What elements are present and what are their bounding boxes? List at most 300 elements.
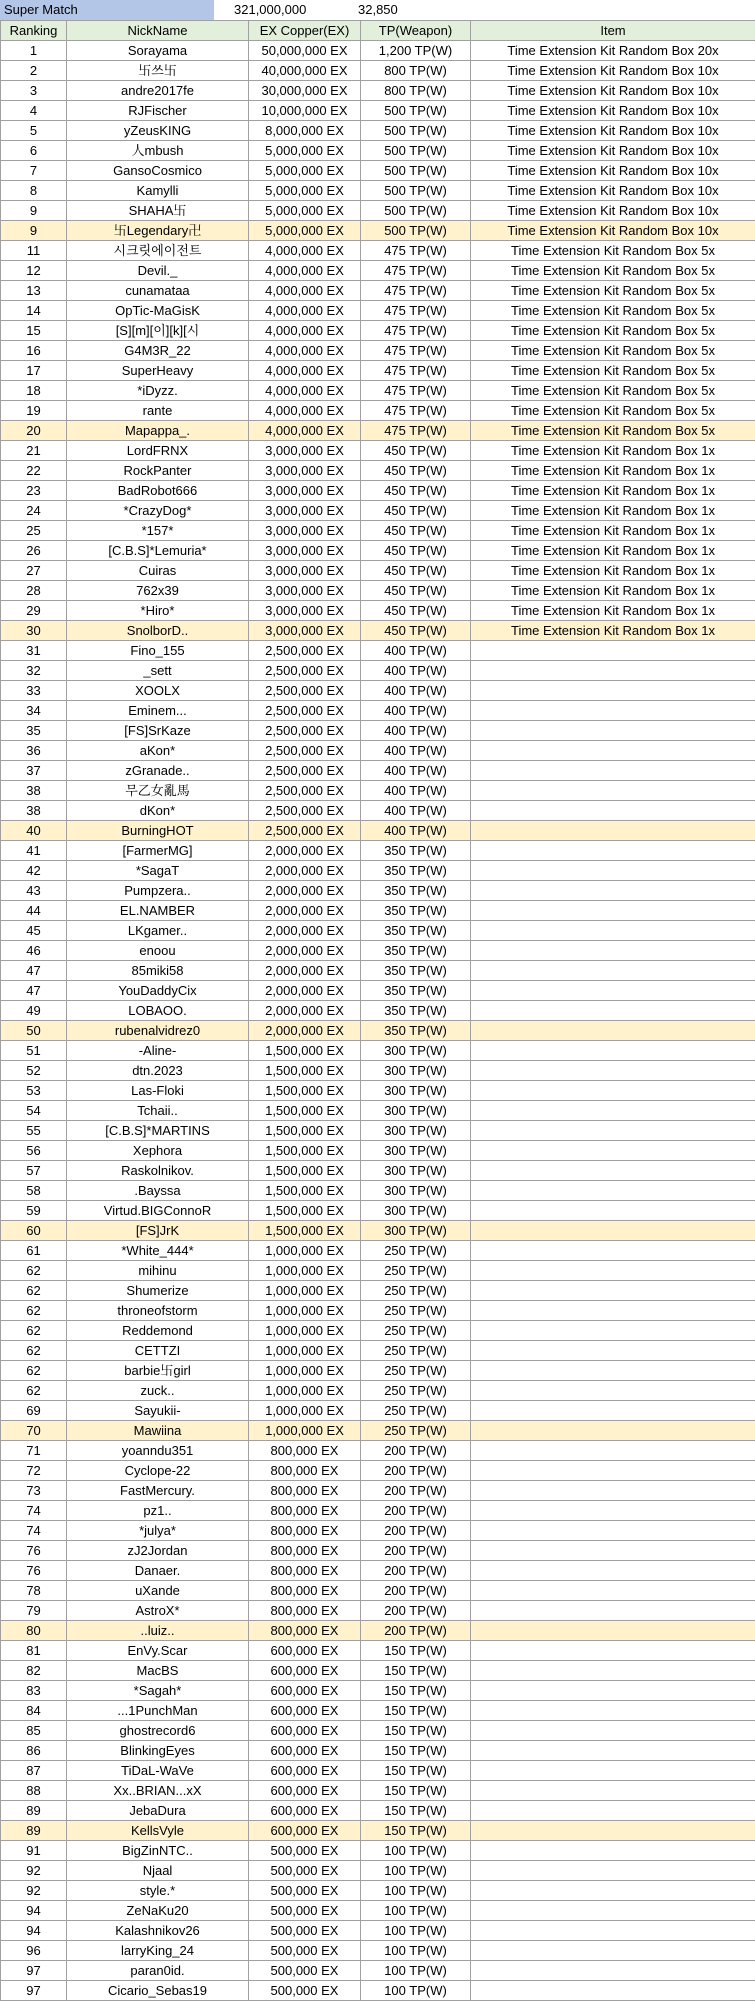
cell-nickname[interactable]: BlinkingEyes — [67, 1741, 249, 1761]
cell-nickname[interactable]: ZeNaKu20 — [67, 1901, 249, 1921]
cell-nickname[interactable]: ghostrecord6 — [67, 1721, 249, 1741]
cell-tp-weapon[interactable]: 150 TP(W) — [361, 1661, 471, 1681]
cell-ranking[interactable]: 14 — [1, 301, 67, 321]
cell-ranking[interactable]: 79 — [1, 1601, 67, 1621]
cell-ranking[interactable]: 74 — [1, 1521, 67, 1541]
cell-item[interactable]: Time Extension Kit Random Box 1x — [471, 601, 755, 621]
cell-tp-weapon[interactable]: 200 TP(W) — [361, 1521, 471, 1541]
cell-ex-copper[interactable]: 2,500,000 EX — [249, 661, 361, 681]
cell-ranking[interactable]: 29 — [1, 601, 67, 621]
cell-nickname[interactable]: Cicario_Sebas19 — [67, 1981, 249, 2001]
cell-ranking[interactable]: 94 — [1, 1921, 67, 1941]
cell-nickname[interactable]: yoanndu351 — [67, 1441, 249, 1461]
cell-nickname[interactable]: Mawiina — [67, 1421, 249, 1441]
cell-item[interactable] — [471, 1301, 755, 1321]
cell-ex-copper[interactable]: 500,000 EX — [249, 1861, 361, 1881]
cell-tp-weapon[interactable]: 150 TP(W) — [361, 1681, 471, 1701]
cell-ranking[interactable]: 71 — [1, 1441, 67, 1461]
cell-ex-copper[interactable]: 1,500,000 EX — [249, 1101, 361, 1121]
cell-ex-copper[interactable]: 800,000 EX — [249, 1581, 361, 1601]
cell-tp-weapon[interactable]: 350 TP(W) — [361, 901, 471, 921]
cell-item[interactable]: Time Extension Kit Random Box 5x — [471, 401, 755, 421]
cell-nickname[interactable]: Reddemond — [67, 1321, 249, 1341]
cell-tp-weapon[interactable]: 475 TP(W) — [361, 381, 471, 401]
cell-item[interactable]: Time Extension Kit Random Box 10x — [471, 181, 755, 201]
cell-item[interactable]: Time Extension Kit Random Box 10x — [471, 101, 755, 121]
cell-item[interactable] — [471, 1561, 755, 1581]
cell-nickname[interactable]: ...1PunchMan — [67, 1701, 249, 1721]
cell-item[interactable] — [471, 641, 755, 661]
cell-tp-weapon[interactable]: 100 TP(W) — [361, 1841, 471, 1861]
cell-ranking[interactable]: 82 — [1, 1661, 67, 1681]
cell-tp-weapon[interactable]: 450 TP(W) — [361, 621, 471, 641]
cell-tp-weapon[interactable]: 400 TP(W) — [361, 741, 471, 761]
cell-ranking[interactable]: 2 — [1, 61, 67, 81]
cell-ex-copper[interactable]: 2,500,000 EX — [249, 641, 361, 661]
cell-ex-copper[interactable]: 1,500,000 EX — [249, 1081, 361, 1101]
cell-ranking[interactable]: 23 — [1, 481, 67, 501]
cell-nickname[interactable]: Devil._ — [67, 261, 249, 281]
cell-item[interactable] — [471, 1321, 755, 1341]
cell-item[interactable] — [471, 1981, 755, 2001]
cell-item[interactable] — [471, 721, 755, 741]
cell-tp-weapon[interactable]: 300 TP(W) — [361, 1061, 471, 1081]
cell-ex-copper[interactable]: 800,000 EX — [249, 1541, 361, 1561]
cell-ex-copper[interactable]: 2,500,000 EX — [249, 741, 361, 761]
cell-item[interactable]: Time Extension Kit Random Box 5x — [471, 301, 755, 321]
cell-tp-weapon[interactable]: 500 TP(W) — [361, 121, 471, 141]
cell-tp-weapon[interactable]: 100 TP(W) — [361, 1921, 471, 1941]
cell-ex-copper[interactable]: 5,000,000 EX — [249, 141, 361, 161]
cell-item[interactable] — [471, 1481, 755, 1501]
cell-ranking[interactable]: 13 — [1, 281, 67, 301]
cell-tp-weapon[interactable]: 200 TP(W) — [361, 1601, 471, 1621]
cell-ex-copper[interactable]: 3,000,000 EX — [249, 441, 361, 461]
cell-ranking[interactable]: 30 — [1, 621, 67, 641]
cell-tp-weapon[interactable]: 500 TP(W) — [361, 141, 471, 161]
cell-ex-copper[interactable]: 2,000,000 EX — [249, 841, 361, 861]
cell-item[interactable]: Time Extension Kit Random Box 10x — [471, 221, 755, 241]
cell-ranking[interactable]: 26 — [1, 541, 67, 561]
col-item[interactable]: Item — [471, 21, 755, 41]
cell-item[interactable] — [471, 981, 755, 1001]
cell-nickname[interactable]: RockPanter — [67, 461, 249, 481]
cell-tp-weapon[interactable]: 400 TP(W) — [361, 781, 471, 801]
cell-nickname[interactable]: JebaDura — [67, 1801, 249, 1821]
cell-item[interactable] — [471, 1601, 755, 1621]
cell-nickname[interactable]: Kalashnikov26 — [67, 1921, 249, 1941]
cell-ex-copper[interactable]: 2,000,000 EX — [249, 881, 361, 901]
cell-nickname[interactable]: *CrazyDog* — [67, 501, 249, 521]
cell-tp-weapon[interactable]: 150 TP(W) — [361, 1641, 471, 1661]
cell-ex-copper[interactable]: 2,000,000 EX — [249, 901, 361, 921]
cell-ex-copper[interactable]: 30,000,000 EX — [249, 81, 361, 101]
cell-item[interactable] — [471, 1101, 755, 1121]
cell-ranking[interactable]: 60 — [1, 1221, 67, 1241]
cell-item[interactable] — [471, 941, 755, 961]
cell-tp-weapon[interactable]: 200 TP(W) — [361, 1541, 471, 1561]
cell-ex-copper[interactable]: 1,000,000 EX — [249, 1281, 361, 1301]
cell-ranking[interactable]: 45 — [1, 921, 67, 941]
cell-item[interactable] — [471, 1541, 755, 1561]
cell-tp-weapon[interactable]: 350 TP(W) — [361, 881, 471, 901]
cell-ranking[interactable]: 1 — [1, 41, 67, 61]
cell-item[interactable] — [471, 1461, 755, 1481]
cell-nickname[interactable]: cunamataa — [67, 281, 249, 301]
cell-item[interactable] — [471, 1041, 755, 1061]
cell-ex-copper[interactable]: 4,000,000 EX — [249, 421, 361, 441]
cell-item[interactable]: Time Extension Kit Random Box 5x — [471, 261, 755, 281]
cell-tp-weapon[interactable]: 100 TP(W) — [361, 1981, 471, 2001]
cell-ranking[interactable]: 41 — [1, 841, 67, 861]
cell-ex-copper[interactable]: 1,000,000 EX — [249, 1261, 361, 1281]
cell-ranking[interactable]: 57 — [1, 1161, 67, 1181]
cell-ex-copper[interactable]: 800,000 EX — [249, 1561, 361, 1581]
cell-tp-weapon[interactable]: 1,200 TP(W) — [361, 41, 471, 61]
cell-ex-copper[interactable]: 3,000,000 EX — [249, 541, 361, 561]
cell-ranking[interactable]: 6 — [1, 141, 67, 161]
cell-tp-weapon[interactable]: 350 TP(W) — [361, 921, 471, 941]
total-ex[interactable]: 321,000,000 — [234, 2, 307, 17]
cell-ranking[interactable]: 61 — [1, 1241, 67, 1261]
cell-ranking[interactable]: 58 — [1, 1181, 67, 1201]
cell-ex-copper[interactable]: 3,000,000 EX — [249, 581, 361, 601]
cell-tp-weapon[interactable]: 250 TP(W) — [361, 1301, 471, 1321]
cell-nickname[interactable]: style.* — [67, 1881, 249, 1901]
cell-ranking[interactable]: 69 — [1, 1401, 67, 1421]
cell-ranking[interactable]: 27 — [1, 561, 67, 581]
cell-item[interactable]: Time Extension Kit Random Box 1x — [471, 541, 755, 561]
cell-nickname[interactable]: dKon* — [67, 801, 249, 821]
cell-ex-copper[interactable]: 500,000 EX — [249, 1981, 361, 2001]
cell-nickname[interactable]: Virtud.BIGConnoR — [67, 1201, 249, 1221]
cell-ex-copper[interactable]: 3,000,000 EX — [249, 481, 361, 501]
cell-tp-weapon[interactable]: 450 TP(W) — [361, 461, 471, 481]
cell-item[interactable]: Time Extension Kit Random Box 1x — [471, 441, 755, 461]
cell-ex-copper[interactable]: 500,000 EX — [249, 1921, 361, 1941]
cell-ex-copper[interactable]: 500,000 EX — [249, 1881, 361, 1901]
cell-ex-copper[interactable]: 4,000,000 EX — [249, 261, 361, 281]
cell-item[interactable] — [471, 1921, 755, 1941]
cell-nickname[interactable]: [C.B.S]*MARTINS — [67, 1121, 249, 1141]
cell-ranking[interactable]: 18 — [1, 381, 67, 401]
cell-tp-weapon[interactable]: 475 TP(W) — [361, 341, 471, 361]
cell-item[interactable] — [471, 1961, 755, 1981]
cell-ex-copper[interactable]: 2,000,000 EX — [249, 1021, 361, 1041]
cell-ex-copper[interactable]: 1,500,000 EX — [249, 1221, 361, 1241]
cell-ranking[interactable]: 62 — [1, 1381, 67, 1401]
cell-item[interactable] — [471, 1141, 755, 1161]
cell-nickname[interactable]: 무乙女亂馬 — [67, 781, 249, 801]
cell-item[interactable] — [471, 1361, 755, 1381]
cell-ranking[interactable]: 73 — [1, 1481, 67, 1501]
cell-nickname[interactable]: G4M3R_22 — [67, 341, 249, 361]
cell-item[interactable] — [471, 1901, 755, 1921]
cell-ex-copper[interactable]: 1,500,000 EX — [249, 1161, 361, 1181]
cell-ex-copper[interactable]: 800,000 EX — [249, 1521, 361, 1541]
cell-nickname[interactable]: BurningHOT — [67, 821, 249, 841]
cell-ranking[interactable]: 25 — [1, 521, 67, 541]
cell-item[interactable] — [471, 1341, 755, 1361]
cell-tp-weapon[interactable]: 300 TP(W) — [361, 1121, 471, 1141]
cell-ranking[interactable]: 16 — [1, 341, 67, 361]
cell-ex-copper[interactable]: 2,000,000 EX — [249, 961, 361, 981]
cell-ranking[interactable]: 51 — [1, 1041, 67, 1061]
cell-ranking[interactable]: 62 — [1, 1281, 67, 1301]
cell-nickname[interactable]: AstroX* — [67, 1601, 249, 1621]
cell-tp-weapon[interactable]: 500 TP(W) — [361, 201, 471, 221]
cell-ranking[interactable]: 15 — [1, 321, 67, 341]
cell-ranking[interactable]: 62 — [1, 1261, 67, 1281]
cell-ranking[interactable]: 52 — [1, 1061, 67, 1081]
cell-tp-weapon[interactable]: 450 TP(W) — [361, 601, 471, 621]
cell-item[interactable] — [471, 1761, 755, 1781]
cell-item[interactable] — [471, 781, 755, 801]
cell-item[interactable] — [471, 1401, 755, 1421]
cell-tp-weapon[interactable]: 200 TP(W) — [361, 1621, 471, 1641]
cell-ranking[interactable]: 56 — [1, 1141, 67, 1161]
cell-item[interactable] — [471, 1081, 755, 1101]
cell-item[interactable]: Time Extension Kit Random Box 10x — [471, 61, 755, 81]
cell-ex-copper[interactable]: 2,500,000 EX — [249, 781, 361, 801]
cell-nickname[interactable]: FastMercury. — [67, 1481, 249, 1501]
cell-tp-weapon[interactable]: 300 TP(W) — [361, 1141, 471, 1161]
cell-nickname[interactable]: EnVy.Scar — [67, 1641, 249, 1661]
cell-item[interactable] — [471, 1381, 755, 1401]
cell-nickname[interactable]: *157* — [67, 521, 249, 541]
cell-nickname[interactable]: LOBAOO. — [67, 1001, 249, 1021]
cell-ex-copper[interactable]: 1,000,000 EX — [249, 1301, 361, 1321]
cell-ex-copper[interactable]: 600,000 EX — [249, 1721, 361, 1741]
cell-tp-weapon[interactable]: 500 TP(W) — [361, 221, 471, 241]
cell-item[interactable] — [471, 1281, 755, 1301]
cell-item[interactable] — [471, 1741, 755, 1761]
cell-ranking[interactable]: 36 — [1, 741, 67, 761]
cell-nickname[interactable]: larryKing_24 — [67, 1941, 249, 1961]
cell-ex-copper[interactable]: 2,000,000 EX — [249, 981, 361, 1001]
cell-ex-copper[interactable]: 1,000,000 EX — [249, 1241, 361, 1261]
cell-ranking[interactable]: 87 — [1, 1761, 67, 1781]
cell-ex-copper[interactable]: 1,500,000 EX — [249, 1201, 361, 1221]
cell-ranking[interactable]: 40 — [1, 821, 67, 841]
cell-tp-weapon[interactable]: 100 TP(W) — [361, 1861, 471, 1881]
cell-ex-copper[interactable]: 10,000,000 EX — [249, 101, 361, 121]
cell-tp-weapon[interactable]: 400 TP(W) — [361, 681, 471, 701]
cell-nickname[interactable]: 人mbush — [67, 141, 249, 161]
cell-ex-copper[interactable]: 600,000 EX — [249, 1781, 361, 1801]
cell-tp-weapon[interactable]: 300 TP(W) — [361, 1041, 471, 1061]
cell-ex-copper[interactable]: 1,000,000 EX — [249, 1321, 361, 1341]
cell-item[interactable] — [471, 841, 755, 861]
cell-nickname[interactable]: [FarmerMG] — [67, 841, 249, 861]
cell-ranking[interactable]: 62 — [1, 1361, 67, 1381]
cell-nickname[interactable]: yZeusKING — [67, 121, 249, 141]
cell-ranking[interactable]: 97 — [1, 1961, 67, 1981]
cell-nickname[interactable]: .Bayssa — [67, 1181, 249, 1201]
cell-nickname[interactable]: zGranade.. — [67, 761, 249, 781]
cell-ranking[interactable]: 86 — [1, 1741, 67, 1761]
cell-tp-weapon[interactable]: 350 TP(W) — [361, 861, 471, 881]
cell-tp-weapon[interactable]: 200 TP(W) — [361, 1481, 471, 1501]
cell-item[interactable]: Time Extension Kit Random Box 1x — [471, 521, 755, 541]
cell-nickname[interactable]: uXande — [67, 1581, 249, 1601]
cell-ranking[interactable]: 94 — [1, 1901, 67, 1921]
cell-item[interactable] — [471, 1861, 755, 1881]
cell-ranking[interactable]: 5 — [1, 121, 67, 141]
cell-ranking[interactable]: 34 — [1, 701, 67, 721]
cell-ranking[interactable]: 78 — [1, 1581, 67, 1601]
cell-item[interactable]: Time Extension Kit Random Box 1x — [471, 621, 755, 641]
cell-item[interactable] — [471, 1521, 755, 1541]
cell-ex-copper[interactable]: 500,000 EX — [249, 1841, 361, 1861]
cell-ex-copper[interactable]: 3,000,000 EX — [249, 521, 361, 541]
cell-tp-weapon[interactable]: 300 TP(W) — [361, 1161, 471, 1181]
cell-item[interactable] — [471, 1001, 755, 1021]
cell-item[interactable] — [471, 961, 755, 981]
cell-nickname[interactable]: paran0id. — [67, 1961, 249, 1981]
cell-nickname[interactable]: throneofstorm — [67, 1301, 249, 1321]
cell-item[interactable]: Time Extension Kit Random Box 10x — [471, 161, 755, 181]
cell-ex-copper[interactable]: 3,000,000 EX — [249, 601, 361, 621]
cell-item[interactable]: Time Extension Kit Random Box 1x — [471, 481, 755, 501]
cell-ranking[interactable]: 22 — [1, 461, 67, 481]
cell-item[interactable]: Time Extension Kit Random Box 1x — [471, 501, 755, 521]
cell-nickname[interactable]: XOOLX — [67, 681, 249, 701]
cell-tp-weapon[interactable]: 200 TP(W) — [361, 1461, 471, 1481]
cell-ex-copper[interactable]: 600,000 EX — [249, 1641, 361, 1661]
cell-nickname[interactable]: *julya* — [67, 1521, 249, 1541]
cell-nickname[interactable]: rubenalvidrez0 — [67, 1021, 249, 1041]
cell-ex-copper[interactable]: 4,000,000 EX — [249, 341, 361, 361]
cell-ex-copper[interactable]: 4,000,000 EX — [249, 361, 361, 381]
cell-ex-copper[interactable]: 2,000,000 EX — [249, 921, 361, 941]
cell-ex-copper[interactable]: 5,000,000 EX — [249, 181, 361, 201]
cell-ranking[interactable]: 81 — [1, 1641, 67, 1661]
cell-nickname[interactable]: LKgamer.. — [67, 921, 249, 941]
cell-tp-weapon[interactable]: 400 TP(W) — [361, 721, 471, 741]
cell-nickname[interactable]: TiDaL-WaVe — [67, 1761, 249, 1781]
cell-tp-weapon[interactable]: 475 TP(W) — [361, 361, 471, 381]
col-ex-copper[interactable]: EX Copper(EX) — [249, 21, 361, 41]
cell-item[interactable] — [471, 1241, 755, 1261]
cell-tp-weapon[interactable]: 300 TP(W) — [361, 1081, 471, 1101]
cell-tp-weapon[interactable]: 100 TP(W) — [361, 1901, 471, 1921]
cell-item[interactable] — [471, 1781, 755, 1801]
cell-ranking[interactable]: 89 — [1, 1801, 67, 1821]
cell-nickname[interactable]: -Aline- — [67, 1041, 249, 1061]
cell-tp-weapon[interactable]: 500 TP(W) — [361, 161, 471, 181]
cell-ex-copper[interactable]: 2,500,000 EX — [249, 681, 361, 701]
cell-tp-weapon[interactable]: 500 TP(W) — [361, 101, 471, 121]
cell-nickname[interactable]: KellsVyle — [67, 1821, 249, 1841]
cell-tp-weapon[interactable]: 350 TP(W) — [361, 941, 471, 961]
cell-ranking[interactable]: 97 — [1, 1981, 67, 2001]
cell-item[interactable] — [471, 1261, 755, 1281]
cell-nickname[interactable]: [S][m][이][k][시 — [67, 321, 249, 341]
cell-ranking[interactable]: 12 — [1, 261, 67, 281]
cell-ranking[interactable]: 38 — [1, 801, 67, 821]
cell-tp-weapon[interactable]: 300 TP(W) — [361, 1201, 471, 1221]
cell-ranking[interactable]: 89 — [1, 1821, 67, 1841]
cell-tp-weapon[interactable]: 150 TP(W) — [361, 1721, 471, 1741]
cell-item[interactable]: Time Extension Kit Random Box 1x — [471, 581, 755, 601]
cell-tp-weapon[interactable]: 300 TP(W) — [361, 1221, 471, 1241]
cell-ranking[interactable]: 17 — [1, 361, 67, 381]
cell-item[interactable] — [471, 1121, 755, 1141]
cell-ranking[interactable]: 46 — [1, 941, 67, 961]
cell-ex-copper[interactable]: 800,000 EX — [249, 1461, 361, 1481]
cell-ex-copper[interactable]: 2,500,000 EX — [249, 721, 361, 741]
cell-tp-weapon[interactable]: 250 TP(W) — [361, 1321, 471, 1341]
cell-ranking[interactable]: 96 — [1, 1941, 67, 1961]
cell-item[interactable]: Time Extension Kit Random Box 10x — [471, 121, 755, 141]
cell-tp-weapon[interactable]: 450 TP(W) — [361, 541, 471, 561]
cell-ranking[interactable]: 85 — [1, 1721, 67, 1741]
cell-ranking[interactable]: 38 — [1, 781, 67, 801]
col-tp-weapon[interactable]: TP(Weapon) — [361, 21, 471, 41]
cell-ranking[interactable]: 4 — [1, 101, 67, 121]
cell-tp-weapon[interactable]: 475 TP(W) — [361, 421, 471, 441]
col-nickname[interactable]: NickName — [67, 21, 249, 41]
cell-ex-copper[interactable]: 2,000,000 EX — [249, 941, 361, 961]
cell-nickname[interactable]: [C.B.S]*Lemuria* — [67, 541, 249, 561]
cell-item[interactable]: Time Extension Kit Random Box 5x — [471, 341, 755, 361]
cell-ex-copper[interactable]: 2,500,000 EX — [249, 801, 361, 821]
cell-tp-weapon[interactable]: 150 TP(W) — [361, 1741, 471, 1761]
cell-ex-copper[interactable]: 1,500,000 EX — [249, 1041, 361, 1061]
cell-tp-weapon[interactable]: 300 TP(W) — [361, 1101, 471, 1121]
cell-ex-copper[interactable]: 2,500,000 EX — [249, 701, 361, 721]
cell-item[interactable] — [471, 861, 755, 881]
cell-nickname[interactable]: *SagaT — [67, 861, 249, 881]
cell-ex-copper[interactable]: 1,500,000 EX — [249, 1121, 361, 1141]
cell-ranking[interactable]: 92 — [1, 1881, 67, 1901]
cell-tp-weapon[interactable]: 250 TP(W) — [361, 1281, 471, 1301]
cell-nickname[interactable]: _sett — [67, 661, 249, 681]
cell-ranking[interactable]: 9 — [1, 201, 67, 221]
cell-tp-weapon[interactable]: 800 TP(W) — [361, 61, 471, 81]
cell-ranking[interactable]: 88 — [1, 1781, 67, 1801]
cell-nickname[interactable]: LordFRNX — [67, 441, 249, 461]
cell-ranking[interactable]: 20 — [1, 421, 67, 441]
cell-item[interactable] — [471, 1621, 755, 1641]
cell-item[interactable] — [471, 1581, 755, 1601]
cell-ranking[interactable]: 8 — [1, 181, 67, 201]
cell-item[interactable]: Time Extension Kit Random Box 10x — [471, 201, 755, 221]
cell-tp-weapon[interactable]: 450 TP(W) — [361, 501, 471, 521]
cell-tp-weapon[interactable]: 250 TP(W) — [361, 1341, 471, 1361]
cell-ex-copper[interactable]: 800,000 EX — [249, 1441, 361, 1461]
cell-ranking[interactable]: 43 — [1, 881, 67, 901]
cell-ex-copper[interactable]: 600,000 EX — [249, 1801, 361, 1821]
cell-ranking[interactable]: 70 — [1, 1421, 67, 1441]
cell-nickname[interactable]: Shumerize — [67, 1281, 249, 1301]
cell-item[interactable]: Time Extension Kit Random Box 10x — [471, 141, 755, 161]
cell-nickname[interactable]: EL.NAMBER — [67, 901, 249, 921]
cell-ranking[interactable]: 21 — [1, 441, 67, 461]
cell-ranking[interactable]: 47 — [1, 961, 67, 981]
cell-item[interactable]: Time Extension Kit Random Box 5x — [471, 421, 755, 441]
cell-tp-weapon[interactable]: 400 TP(W) — [361, 801, 471, 821]
cell-ex-copper[interactable]: 5,000,000 EX — [249, 221, 361, 241]
cell-ex-copper[interactable]: 800,000 EX — [249, 1621, 361, 1641]
cell-item[interactable]: Time Extension Kit Random Box 20x — [471, 41, 755, 61]
cell-tp-weapon[interactable]: 200 TP(W) — [361, 1581, 471, 1601]
cell-item[interactable] — [471, 1201, 755, 1221]
cell-nickname[interactable]: 85miki58 — [67, 961, 249, 981]
cell-ex-copper[interactable]: 500,000 EX — [249, 1961, 361, 1981]
cell-item[interactable] — [471, 921, 755, 941]
